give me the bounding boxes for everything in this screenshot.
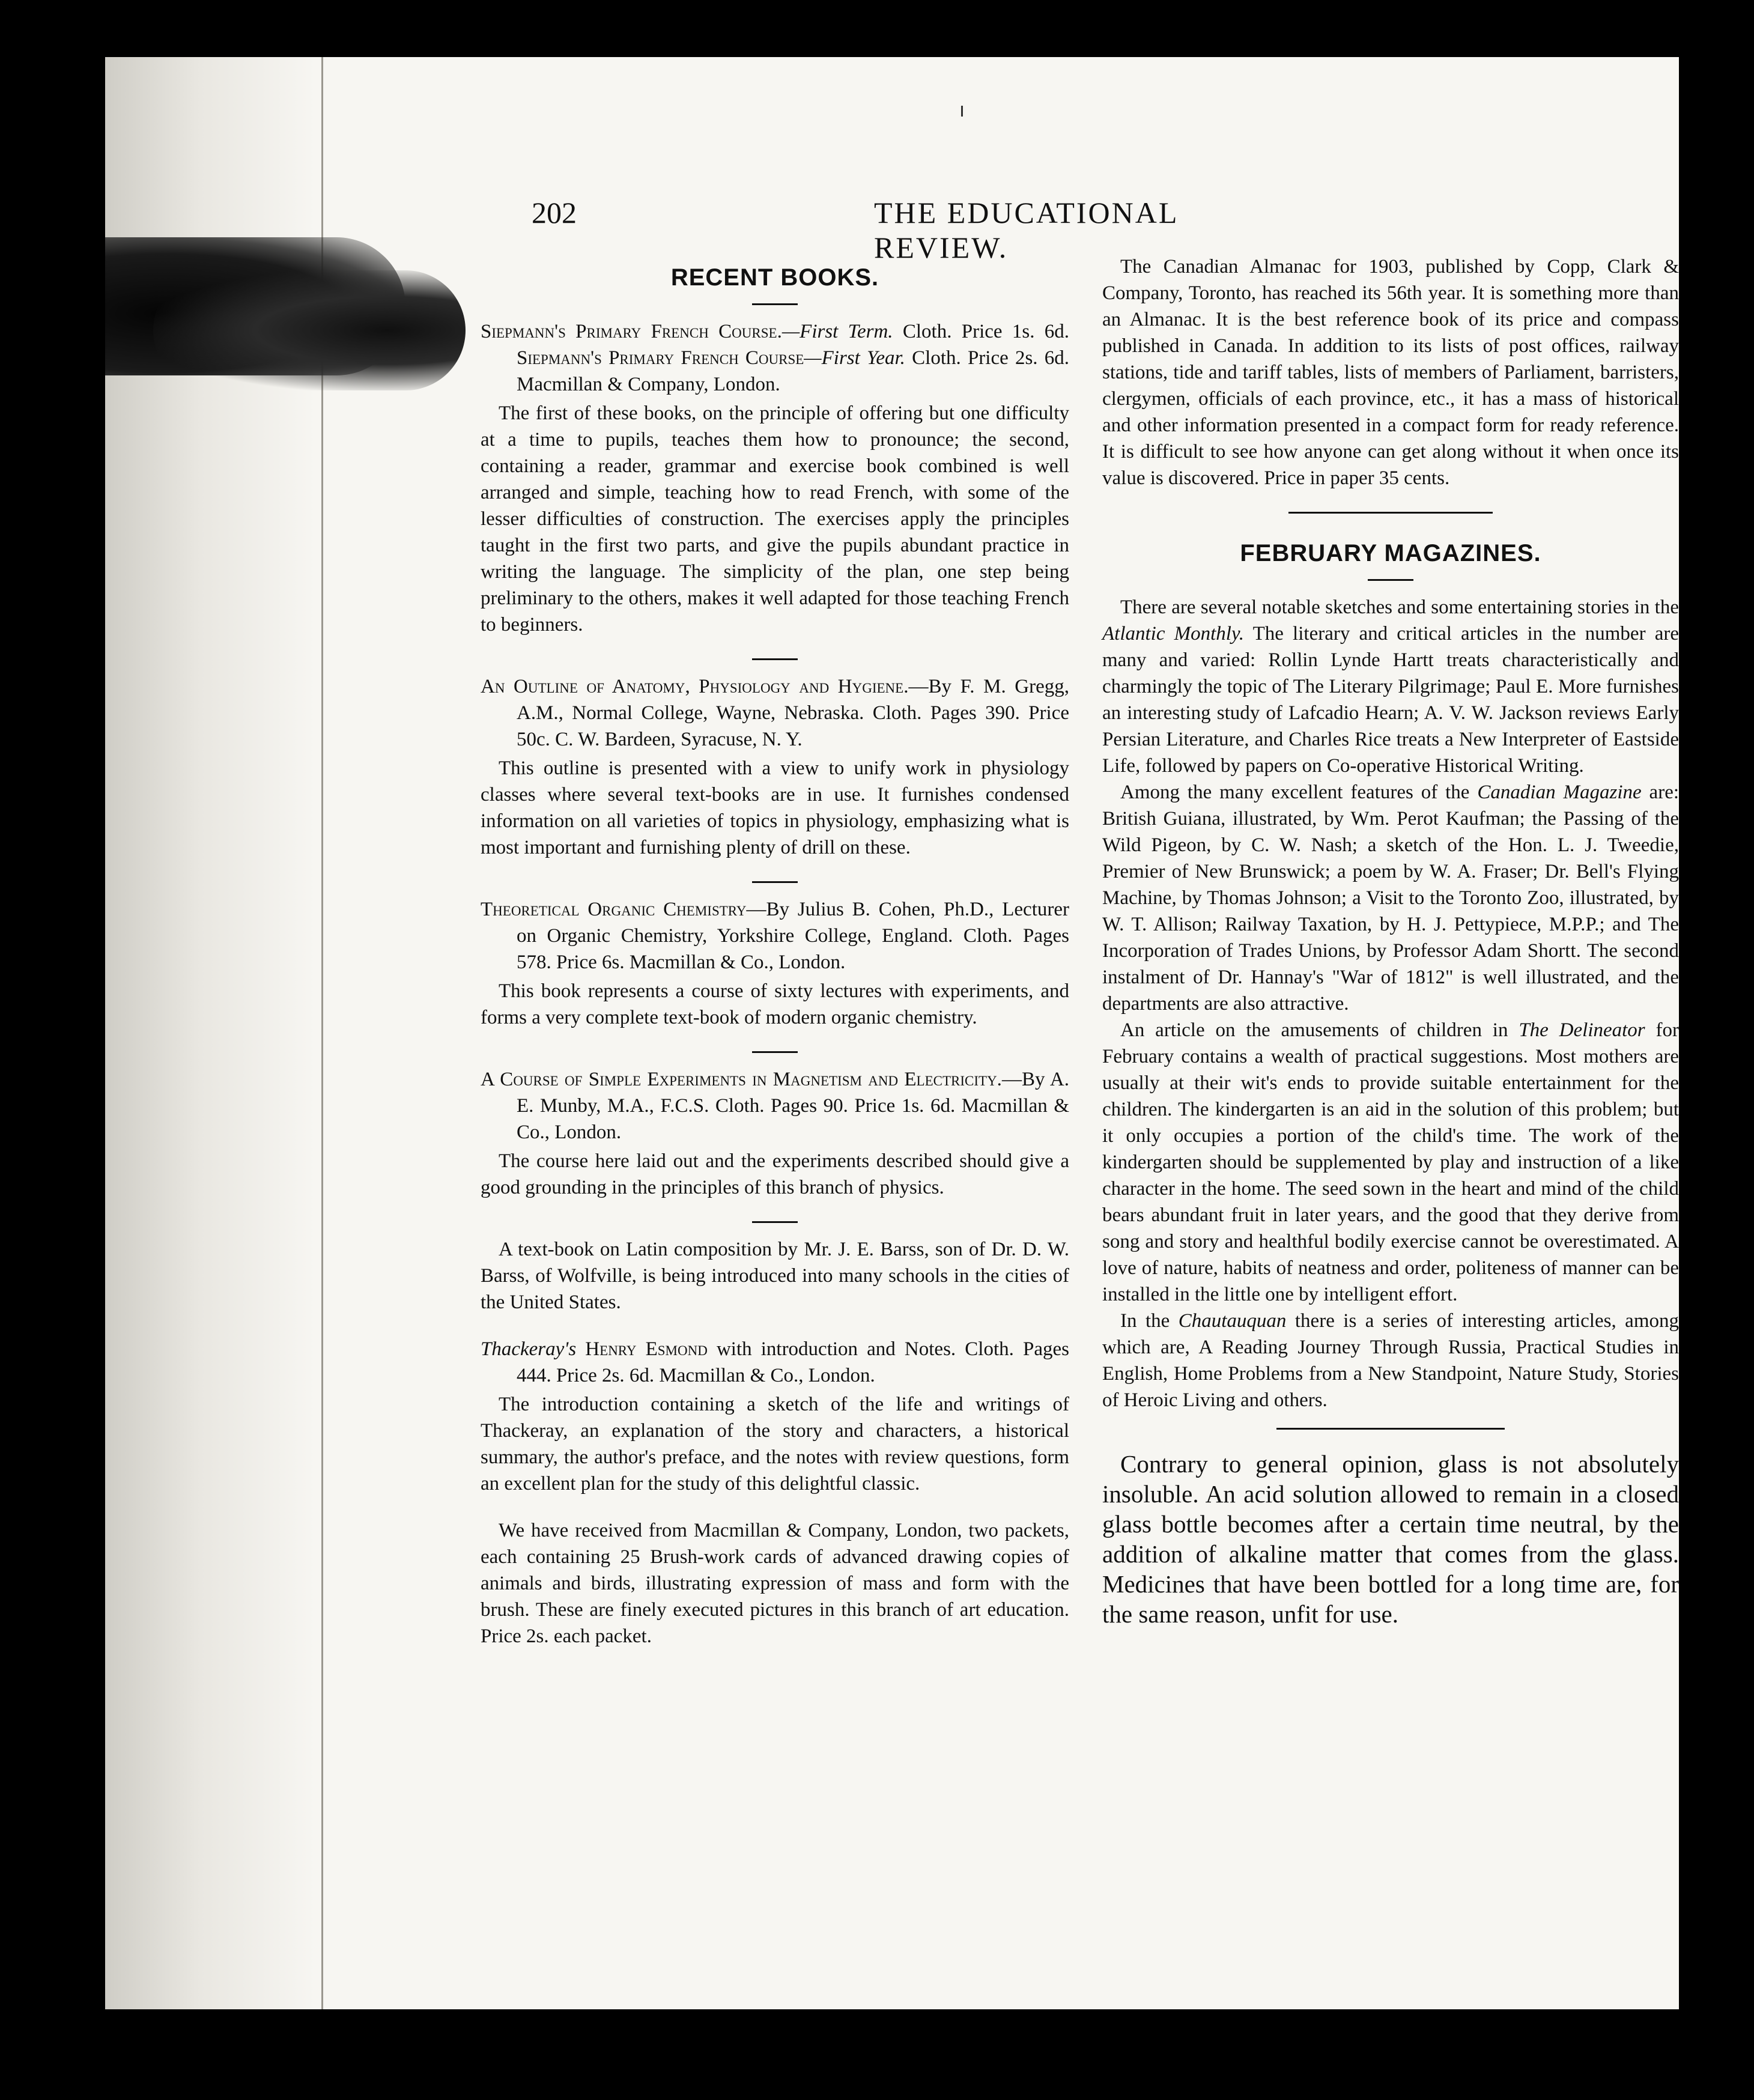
magazine-title: Canadian Magazine <box>1477 781 1642 803</box>
review-text: This outline is presented with a view to unify work in physiology classes where several text-books are in use. It furnishes condensed information on all varieties of topics in physiology, emphasizing what is most important and furnishing plenty of drill on these. <box>481 757 1069 858</box>
book-review <box>481 673 1069 861</box>
thumb-tip <box>153 270 466 390</box>
book-title: A Course of Simple Experiments in Magnetism and Electricity. <box>481 1069 1002 1090</box>
book-details: Cloth. Price 2s. 6d. Macmillan & Company, London. <box>517 347 1069 395</box>
book-review <box>481 1336 1069 1497</box>
book-citation <box>481 318 1069 398</box>
book-title: Siepmann's Primary French Course <box>517 347 804 369</box>
paragraph-text: The literary and critical articles in the number are many and varied: Rollin Lynde Hartt treats characteristically and charmingly the topic of The Literary Pilgrimage; Paul E. More furnishes an interesting study of Lafcadio Hearn; A. V. W. Jackson reviews Early Persian Literature, and Charles Rice treats a New Interpreter of Eastside Life, followed by papers on Co-operative Historical Writing. <box>1102 623 1679 777</box>
book-review <box>481 1066 1069 1201</box>
book-subtitle: —First Term. <box>781 321 893 342</box>
magazine-title: The Delineator <box>1519 1019 1645 1041</box>
paragraph-text: There are several notable sketches and some entertaining stories in the <box>1120 596 1679 618</box>
paragraph-text: there is a series of interesting articles, among which are, A Reading Journey Through Russia, Practical Studies in English, Home Problems from a New Standpoint, Nature Study, Stories of Heroic Living and others. <box>1102 1310 1679 1411</box>
book-citation <box>481 1066 1069 1146</box>
review-text: This book represents a course of sixty lectures with experiments, and forms a very complete text-book of modern organic chemistry. <box>481 980 1069 1028</box>
atlantic-monthly-paragraph <box>1102 594 1679 779</box>
section-rule <box>752 658 798 660</box>
book-details: Cloth. Price 1s. 6d. <box>893 321 1069 342</box>
book-note <box>481 1236 1069 1316</box>
book-details: —By A. E. Munby, M.A., F.C.S. Cloth. Pages 90. Price 1s. 6d. Macmillan & Co., London. <box>517 1069 1070 1143</box>
brush-work-note: We have received from Macmillan & Company, London, two packets, each containing 25 Brush-work cards of advanced drawing copies of animals and birds, illustrating expression of mass and form with the brush. These are finely executed pictures in this branch of art education. Price 2s. each packet. <box>481 1520 1069 1647</box>
journal-title: THE EDUCATIONAL REVIEW. <box>874 196 1178 264</box>
section-rule <box>752 1051 798 1053</box>
book-note <box>481 1517 1069 1649</box>
book-citation <box>481 896 1069 976</box>
delineator-paragraph <box>1102 1017 1679 1308</box>
review-text: The course here laid out and the experiments described should give a good grounding in the principles of this branch of physics. <box>481 1150 1069 1198</box>
paragraph-text: are: British Guiana, illustrated, by Wm. Perot Kaufman; the Passing of the Wild Pigeon, by C. W. Nash; a sketch of the Hon. L. J. Tweedie, Premier of New Brunswick; a poem by W. A. Fraser; Dr. Bell's Flying Machine, by Thomas Johnson; a Visit to the Toronto Zoo, illustrated, by W. T. Allison; Railway Taxation, by H. J. Pettypiece, M.P.P.; and The Incorporation of Trades Unions, by Professor Adam Shortt. The second instalment of Dr. Hannay's "War of 1812" is well illustrated, and the departments are also attractive. <box>1102 781 1680 1015</box>
book-subtitle: —First Year. <box>804 347 905 369</box>
paragraph-text: In the <box>1120 1310 1179 1332</box>
page-header <box>532 195 1312 264</box>
recent-books-heading: RECENT BOOKS. <box>670 264 879 291</box>
book-title: Theoretical Organic Chemistry <box>481 899 747 920</box>
magazine-title: Atlantic Monthly. <box>1102 623 1245 645</box>
heading-rule <box>752 303 798 305</box>
heading-rule <box>1368 579 1413 581</box>
section-rule <box>1288 512 1493 514</box>
glass-note: Contrary to general opinion, glass is not absolutely insoluble. An acid solution allowed to remain in a closed glass bottle becomes after a certain time neutral, by the addition of alkaline matter that comes from the glass. Medicines that have been bottled for a long time are, for the same reason, unfit for use. <box>1102 1450 1679 1628</box>
almanac-note: The Canadian Almanac for 1903, published by Copp, Clark & Company, Toronto, has reached its 56th year. It is something more than an Almanac. It is the best reference book of its price and compass published in Canada. In addition to its lists of post offices, railway stations, tide and tariff tables, lists of members of Parliament, barristers, clergymen, officials of each province, etc., it has a mass of historical and other information presented in a compact form for ready reference. It is difficult to see how anyone can get along without it when once its value is discovered. Price in paper 35 cents. <box>1102 256 1679 489</box>
february-magazines-heading: FEBRUARY MAGAZINES. <box>1240 540 1541 566</box>
book-author: Thackeray's <box>481 1338 577 1360</box>
book-review <box>481 318 1069 638</box>
book-details: —By F. M. Gregg, A.M., Normal College, Wayne, Nebraska. Cloth. Pages 390. Price 50c. C. W. Bardeen, Syracuse, N. Y. <box>517 676 1070 750</box>
book-title: An Outline of Anatomy, Physiology and Hygiene. <box>481 676 909 697</box>
section-rule <box>1276 1428 1505 1430</box>
scan-mark <box>961 106 963 117</box>
book-title: Henry Esmond <box>576 1338 708 1360</box>
book-citation <box>481 673 1069 753</box>
page-number: 202 <box>532 196 577 229</box>
paragraph-text: Among the many excellent features of the <box>1120 781 1478 803</box>
magazine-title: Chautauquan <box>1178 1310 1287 1332</box>
chautauquan-paragraph <box>1102 1308 1679 1413</box>
paragraph-text: for February contains a wealth of practical suggestions. Most mothers are usually at their wit's ends to provide suitable entertainment for the children. The kindergarten is an aid in the solution of this problem; but it only occupies a portion of the child's time. The work of the kindergarten should be supplemented by play and instruction of a like character in the home. The seed sown in the heart and mind of the child bears abundant fruit in later years, and the good that they derive from song and story and healthful bodily exercise cannot be overestimated. A love of nature, habits of neatness and order, politeness of manner can be installed in the little one by intelligent effort. <box>1102 1019 1679 1305</box>
section-rule <box>752 881 798 883</box>
section-rule <box>752 1221 798 1223</box>
latin-note-text: A text-book on Latin composition by Mr. J. E. Barss, son of Dr. D. W. Barss, of Wolfville, is being introduced into many schools in the cities of the United States. <box>481 1239 1069 1313</box>
book-review <box>481 896 1069 1031</box>
paragraph-text: An article on the amusements of children in <box>1120 1019 1519 1041</box>
review-text: The introduction containing a sketch of the life and writings of Thackeray, an explanation of the story and characters, a historical summary, the author's preface, and the notes with review questions, form an excellent plan for the study of this delightful classic. <box>481 1394 1069 1495</box>
book-title: Siepmann's Primary French Course. <box>481 321 782 342</box>
review-text: The first of these books, on the principle of offering but one difficulty at a time to pupils, teaches them how to pronounce; the second, containing a reader, grammar and exercise book combined is well arranged and simple, teaching how to read French, with some of the lesser difficulties of construction. The exercises apply the principles taught in the first two parts, and give the pupils abundant practice in writing the language. The simplicity of the plan, one step being preliminary to the others, makes it well adapted for those teaching French to beginners. <box>481 402 1069 636</box>
book-details: with introduction and Notes. Cloth. Pages 444. Price 2s. 6d. Macmillan & Co., London. <box>517 1338 1069 1386</box>
book-details: —By Julius B. Cohen, Ph.D., Lecturer on Organic Chemistry, Yorkshire College, England. Cloth. Pages 578. Price 6s. Macmillan & Co., London. <box>517 899 1069 973</box>
left-column <box>481 264 1069 1670</box>
canadian-magazine-paragraph <box>1102 779 1679 1017</box>
book-citation <box>481 1336 1069 1389</box>
right-column <box>1102 251 1679 1629</box>
